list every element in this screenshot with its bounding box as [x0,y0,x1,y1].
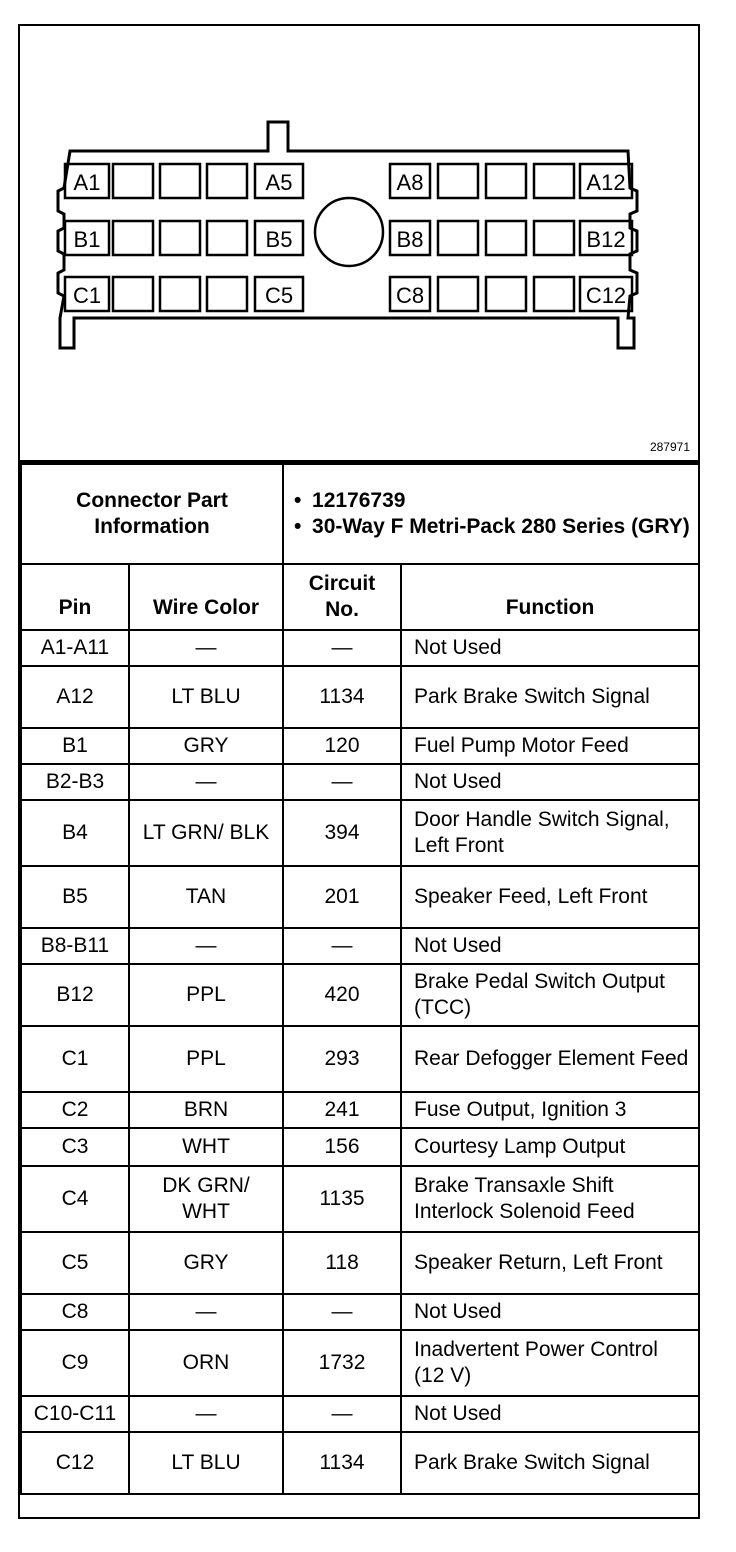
pin-label: A1 [73,170,101,195]
wire-color-cell: GRY [129,728,283,764]
function-cell: Fuse Output, Ignition 3 [401,1092,699,1128]
pin-cell: C2 [21,1092,129,1128]
pin-labels [73,170,626,308]
function-cell: Speaker Return, Left Front [401,1232,699,1294]
part-number: • 12176739 [312,488,692,514]
pin-label: C1 [72,283,102,308]
table-row [21,666,699,728]
pin-cell: C12 [21,1432,129,1494]
cavity [207,164,247,198]
pin-label: B1 [73,227,101,252]
connector-info-label: Connector Part Information [21,464,283,564]
function-cell: Courtesy Lamp Output [401,1128,699,1166]
circuit-no-cell: — [283,630,401,666]
table-row [21,800,699,866]
table-row [21,1432,699,1494]
circuit-no-cell: — [283,1294,401,1330]
cavity [160,164,200,198]
cavity-grid [65,164,632,311]
function-cell: Brake Pedal Switch Output (TCC) [401,964,699,1026]
circuit-no-cell: — [283,928,401,964]
pin-label: A8 [396,170,424,195]
pin-cell: A1-A11 [21,630,129,666]
table-row [21,1396,699,1432]
cavity [486,164,526,198]
wire-color-cell: GRY [129,1232,283,1294]
wire-color-cell: PPL [129,964,283,1026]
connector-info-values [283,464,699,564]
wire-color-cell: PPL [129,1026,283,1092]
circuit-no-cell: — [283,764,401,800]
table-row [21,728,699,764]
pin-cell: C10-C11 [21,1396,129,1432]
header-pin: Pin [21,564,129,630]
pin-cell: C4 [21,1166,129,1232]
wire-color-cell: LT BLU [129,1432,283,1494]
pin-label: C8 [395,283,425,308]
header-circuit-no: Circuit No. [283,564,401,630]
function-cell: Not Used [401,928,699,964]
cavity [534,164,574,198]
circuit-no-cell: 120 [283,728,401,764]
pin-cell: B4 [21,800,129,866]
table-row [21,866,699,928]
pin-label: C5 [264,283,294,308]
wire-color-cell: — [129,928,283,964]
circuit-no-cell: 1134 [283,666,401,728]
pin-label: B12 [586,227,626,252]
circuit-no-cell: 201 [283,866,401,928]
cavity [438,221,478,255]
table-row [21,764,699,800]
header-wire-color: Wire Color [129,564,283,630]
connector-description: • 30-Way F Metri-Pack 280 Series (GRY) [312,514,692,540]
cavity [113,221,153,255]
wire-color-cell: ORN [129,1330,283,1396]
table-row [21,630,699,666]
function-cell: Park Brake Switch Signal [401,666,699,728]
function-cell: Door Handle Switch Signal, Left Front [401,800,699,866]
function-cell: Not Used [401,1294,699,1330]
header-function: Function [401,564,699,630]
function-cell: Not Used [401,1396,699,1432]
pin-cell: B12 [21,964,129,1026]
cavity [486,277,526,311]
pin-cell: C5 [21,1232,129,1294]
pin-cell: C8 [21,1294,129,1330]
connector-info-row [21,464,699,564]
pin-label: B8 [396,227,424,252]
circuit-no-cell: 420 [283,964,401,1026]
table-row [21,928,699,964]
pin-label: C12 [585,283,627,308]
cavity [438,164,478,198]
pin-label: A12 [586,170,626,195]
table-row [21,1128,699,1166]
circuit-no-cell: 241 [283,1092,401,1128]
pin-cell: B5 [21,866,129,928]
table-row [21,1166,699,1232]
pin-label: A5 [265,170,293,195]
cavity [486,221,526,255]
wire-color-cell: BRN [129,1092,283,1128]
pin-cell: A12 [21,666,129,728]
cavity [534,221,574,255]
connector-face-drawing [20,26,698,460]
pin-cell: C3 [21,1128,129,1166]
function-cell: Not Used [401,764,699,800]
function-cell: Speaker Feed, Left Front [401,866,699,928]
circuit-no-cell: 156 [283,1128,401,1166]
function-cell: Brake Transaxle Shift Interlock Solenoid Feed [401,1166,699,1232]
cavity [113,277,153,311]
pin-table [20,463,700,1495]
table-row [21,1232,699,1294]
circuit-no-cell: 394 [283,800,401,866]
wire-color-cell: TAN [129,866,283,928]
pin-cell: B2-B3 [21,764,129,800]
table-header [21,564,699,630]
function-cell: Inadvertent Power Control (12 V) [401,1330,699,1396]
connector-diagram [20,26,698,463]
connector-sheet [18,24,700,1519]
table-row [21,1092,699,1128]
circuit-no-cell: 293 [283,1026,401,1092]
circuit-no-cell: 1732 [283,1330,401,1396]
circuit-no-cell: — [283,1396,401,1432]
wire-color-cell: WHT [129,1128,283,1166]
function-cell: Fuel Pump Motor Feed [401,728,699,764]
wire-color-cell: LT BLU [129,666,283,728]
cavity [160,277,200,311]
cavity [534,277,574,311]
cavity [438,277,478,311]
function-cell: Not Used [401,630,699,666]
wire-color-cell: LT GRN/ BLK [129,800,283,866]
pin-label: B5 [265,227,293,252]
pin-cell: C1 [21,1026,129,1092]
pin-cell: B1 [21,728,129,764]
wire-color-cell: — [129,630,283,666]
table-row [21,1294,699,1330]
circuit-no-cell: 1134 [283,1432,401,1494]
housing-outline [58,122,637,348]
wire-color-cell: DK GRN/ WHT [129,1166,283,1232]
cavity [113,164,153,198]
table-row [21,1026,699,1092]
circuit-no-cell: 1135 [283,1166,401,1232]
center-post [315,198,383,266]
cavity [207,277,247,311]
pin-cell: C9 [21,1330,129,1396]
table-row [21,1330,699,1396]
wire-color-cell: — [129,1396,283,1432]
function-cell: Rear Defogger Element Feed [401,1026,699,1092]
pin-cell: B8-B11 [21,928,129,964]
figure-number: 287971 [649,440,690,454]
wire-color-cell: — [129,764,283,800]
table-row [21,964,699,1026]
cavity [207,221,247,255]
cavity [160,221,200,255]
circuit-no-cell: 118 [283,1232,401,1294]
function-cell: Park Brake Switch Signal [401,1432,699,1494]
wire-color-cell: — [129,1294,283,1330]
